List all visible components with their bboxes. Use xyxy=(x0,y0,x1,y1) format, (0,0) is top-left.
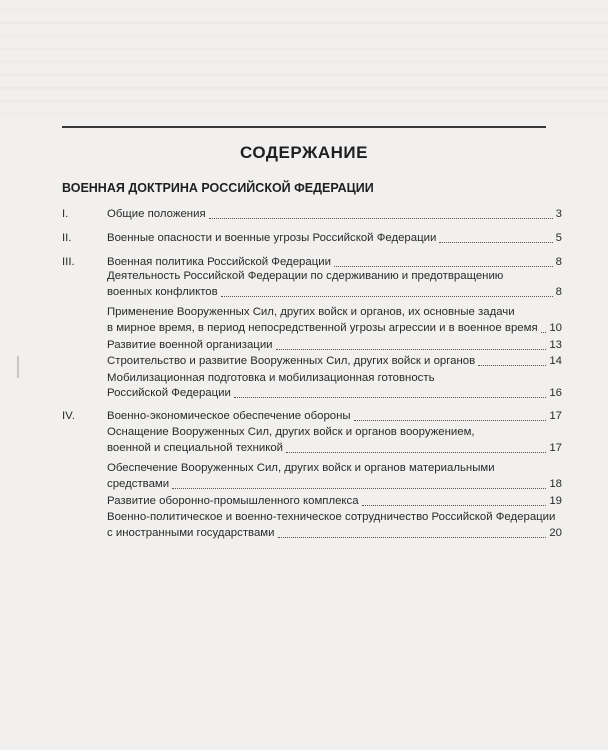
toc-entry-number: II. xyxy=(62,232,72,244)
toc-entry-page: 8 xyxy=(555,286,562,298)
toc-leader-dots xyxy=(278,536,546,538)
toc-entry-page: 3 xyxy=(555,208,562,220)
toc-leader-dots xyxy=(286,451,546,453)
toc-entry-title: Развитие оборонно-промышленного комплекса xyxy=(107,495,359,507)
toc-leader-dots xyxy=(172,487,546,489)
toc-entry-title: Общие положения xyxy=(107,208,206,220)
toc-leader-dots xyxy=(478,364,546,366)
toc-entry-page: 16 xyxy=(549,387,562,399)
toc-leader-dots xyxy=(354,419,546,421)
toc-entry-title: Оснащение Вооруженных Сил, других войск и органов вооружением, xyxy=(107,426,475,438)
previous-page-bleed-through xyxy=(0,0,608,120)
toc-entry-title: Применение Вооруженных Сил, других войск и органов, их основные задачи xyxy=(107,306,515,318)
toc-entry-title: Военные опасности и военные угрозы Российской Федерации xyxy=(107,232,437,244)
margin-mark xyxy=(17,356,19,378)
toc-entry-page: 17 xyxy=(549,410,562,422)
toc-entry-title: Деятельность Российской Федерации по сдерживанию и предотвращению xyxy=(107,270,504,282)
toc-entry-title: Российской Федерации xyxy=(107,387,231,399)
toc-entry-page: 14 xyxy=(549,355,562,367)
toc-entry-title: Военно-политическое и военно-техническое сотрудничество Российской Федерации xyxy=(107,511,556,523)
toc-entry-page: 8 xyxy=(555,256,562,268)
toc-entry-title: военных конфликтов xyxy=(107,286,218,298)
toc-entry-number: III. xyxy=(62,256,75,268)
toc-entry-page: 13 xyxy=(549,339,562,351)
toc-entry-page: 5 xyxy=(555,232,562,244)
page-title: СОДЕРЖАНИЕ xyxy=(240,143,368,162)
toc-entry-title: Обеспечение Вооруженных Сил, других войск и органов материальными xyxy=(107,462,495,474)
toc-entry-title: Мобилизационная подготовка и мобилизационная готовность xyxy=(107,372,435,384)
header-rule xyxy=(62,126,546,128)
toc-entry-number: I. xyxy=(62,208,69,220)
toc-entry-number: IV. xyxy=(62,410,75,422)
toc-leader-dots xyxy=(541,331,546,333)
toc-entry-title: средствами xyxy=(107,478,170,490)
toc-entry-title: военной и специальной техникой xyxy=(107,442,284,454)
toc-entry-title: с иностранными государствами xyxy=(107,527,275,539)
toc-entry-title: Строительство и развитие Вооруженных Сил, других войск и органов xyxy=(107,355,476,367)
toc-entry-page: 19 xyxy=(549,495,562,507)
toc-entry-page: 17 xyxy=(549,442,562,454)
section-heading: ВОЕННАЯ ДОКТРИНА РОССИЙСКОЙ ФЕДЕРАЦИИ xyxy=(62,181,374,195)
toc-leader-dots xyxy=(209,217,553,219)
toc-leader-dots xyxy=(221,295,553,297)
toc-entry-title: Военно-экономическое обеспечение обороны xyxy=(107,410,351,422)
toc-entry-page: 18 xyxy=(549,478,562,490)
toc-entry-page: 10 xyxy=(549,322,562,334)
toc-entry-title: Развитие военной организации xyxy=(107,339,273,351)
toc-entry-page: 20 xyxy=(549,527,562,539)
toc-entry-title: в мирное время, в период непосредственной угрозы агрессии и в военное время xyxy=(107,322,538,334)
toc-leader-dots xyxy=(362,504,546,506)
toc-leader-dots xyxy=(234,396,546,398)
toc-leader-dots xyxy=(276,348,546,350)
toc-leader-dots xyxy=(439,241,553,243)
toc-entry-title: Военная политика Российской Федерации xyxy=(107,256,331,268)
toc-leader-dots xyxy=(334,265,553,267)
